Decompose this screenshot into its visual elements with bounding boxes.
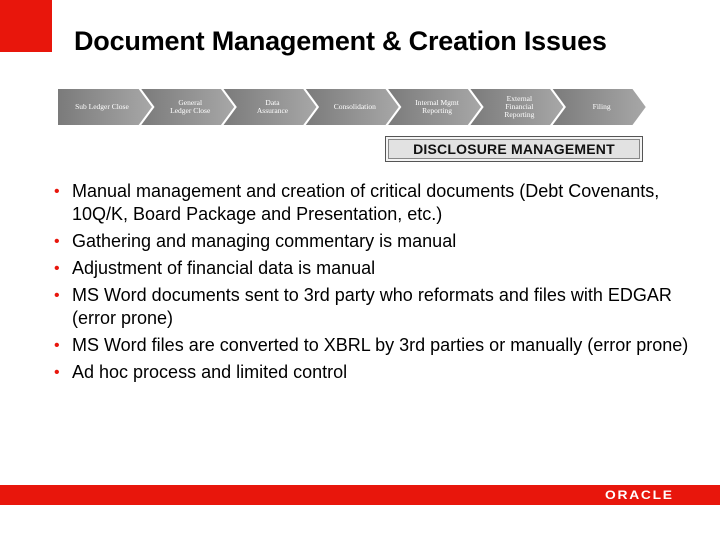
bullet-item: [52, 230, 692, 253]
disclosure-management-label: DISCLOSURE MANAGEMENT: [388, 139, 640, 159]
red-corner-square: [0, 0, 52, 52]
bullet-text: Manual management and creation of critical documents (Debt Covenants, 10Q/K, Board Package and Presentation, etc.): [72, 181, 660, 224]
process-step-text: Financial: [505, 102, 534, 111]
bullet-dot-icon: •: [54, 260, 60, 277]
bullet-item: [52, 361, 692, 384]
process-step-label: [318, 88, 392, 126]
process-step-text: Reporting: [504, 110, 535, 119]
process-chevron-bar: [57, 88, 647, 126]
bullet-item: [52, 180, 692, 226]
process-step-label: [59, 88, 145, 126]
process-step-text: Data: [265, 98, 280, 107]
process-step-label: [565, 88, 639, 126]
bullet-dot-icon: •: [54, 183, 60, 200]
process-step-label: [153, 88, 227, 126]
process-step-text: Assurance: [256, 106, 289, 115]
bullet-text: Gathering and managing commentary is manual: [72, 231, 457, 251]
process-step-label: [236, 88, 310, 126]
bullet-text: Adjustment of financial data is manual: [72, 258, 376, 278]
bullet-dot-icon: •: [54, 287, 60, 304]
bullet-dot-icon: •: [54, 364, 60, 381]
oracle-logo: ORACLE: [605, 488, 674, 502]
bullet-dot-icon: •: [54, 233, 60, 250]
process-step-text: General: [178, 98, 203, 107]
bullet-list: [52, 180, 692, 388]
process-step-text: Reporting: [422, 106, 453, 115]
process-step-text: Consolidation: [333, 102, 376, 111]
bullet-item: [52, 257, 692, 280]
bullet-item: [52, 284, 692, 330]
process-step-text: Sub Ledger Close: [75, 102, 129, 111]
process-step-text: External: [506, 94, 533, 103]
process-step-text: Ledger Close: [170, 106, 211, 115]
bullet-text: MS Word documents sent to 3rd party who reformats and files with EDGAR (error prone): [72, 285, 672, 328]
bullet-dot-icon: •: [54, 337, 60, 354]
slide-title: Document Management & Creation Issues: [74, 26, 607, 56]
process-step-label: [400, 88, 474, 126]
process-step-text: Internal Mgmt: [415, 98, 459, 107]
bullet-text: MS Word files are converted to XBRL by 3rd parties or manually (error prone): [72, 335, 689, 355]
disclosure-management-box: [385, 136, 643, 162]
process-step-text: Filing: [592, 102, 611, 111]
bullet-text: Ad hoc process and limited control: [72, 362, 348, 382]
process-step-label: [482, 88, 556, 126]
bullet-item: [52, 334, 692, 357]
